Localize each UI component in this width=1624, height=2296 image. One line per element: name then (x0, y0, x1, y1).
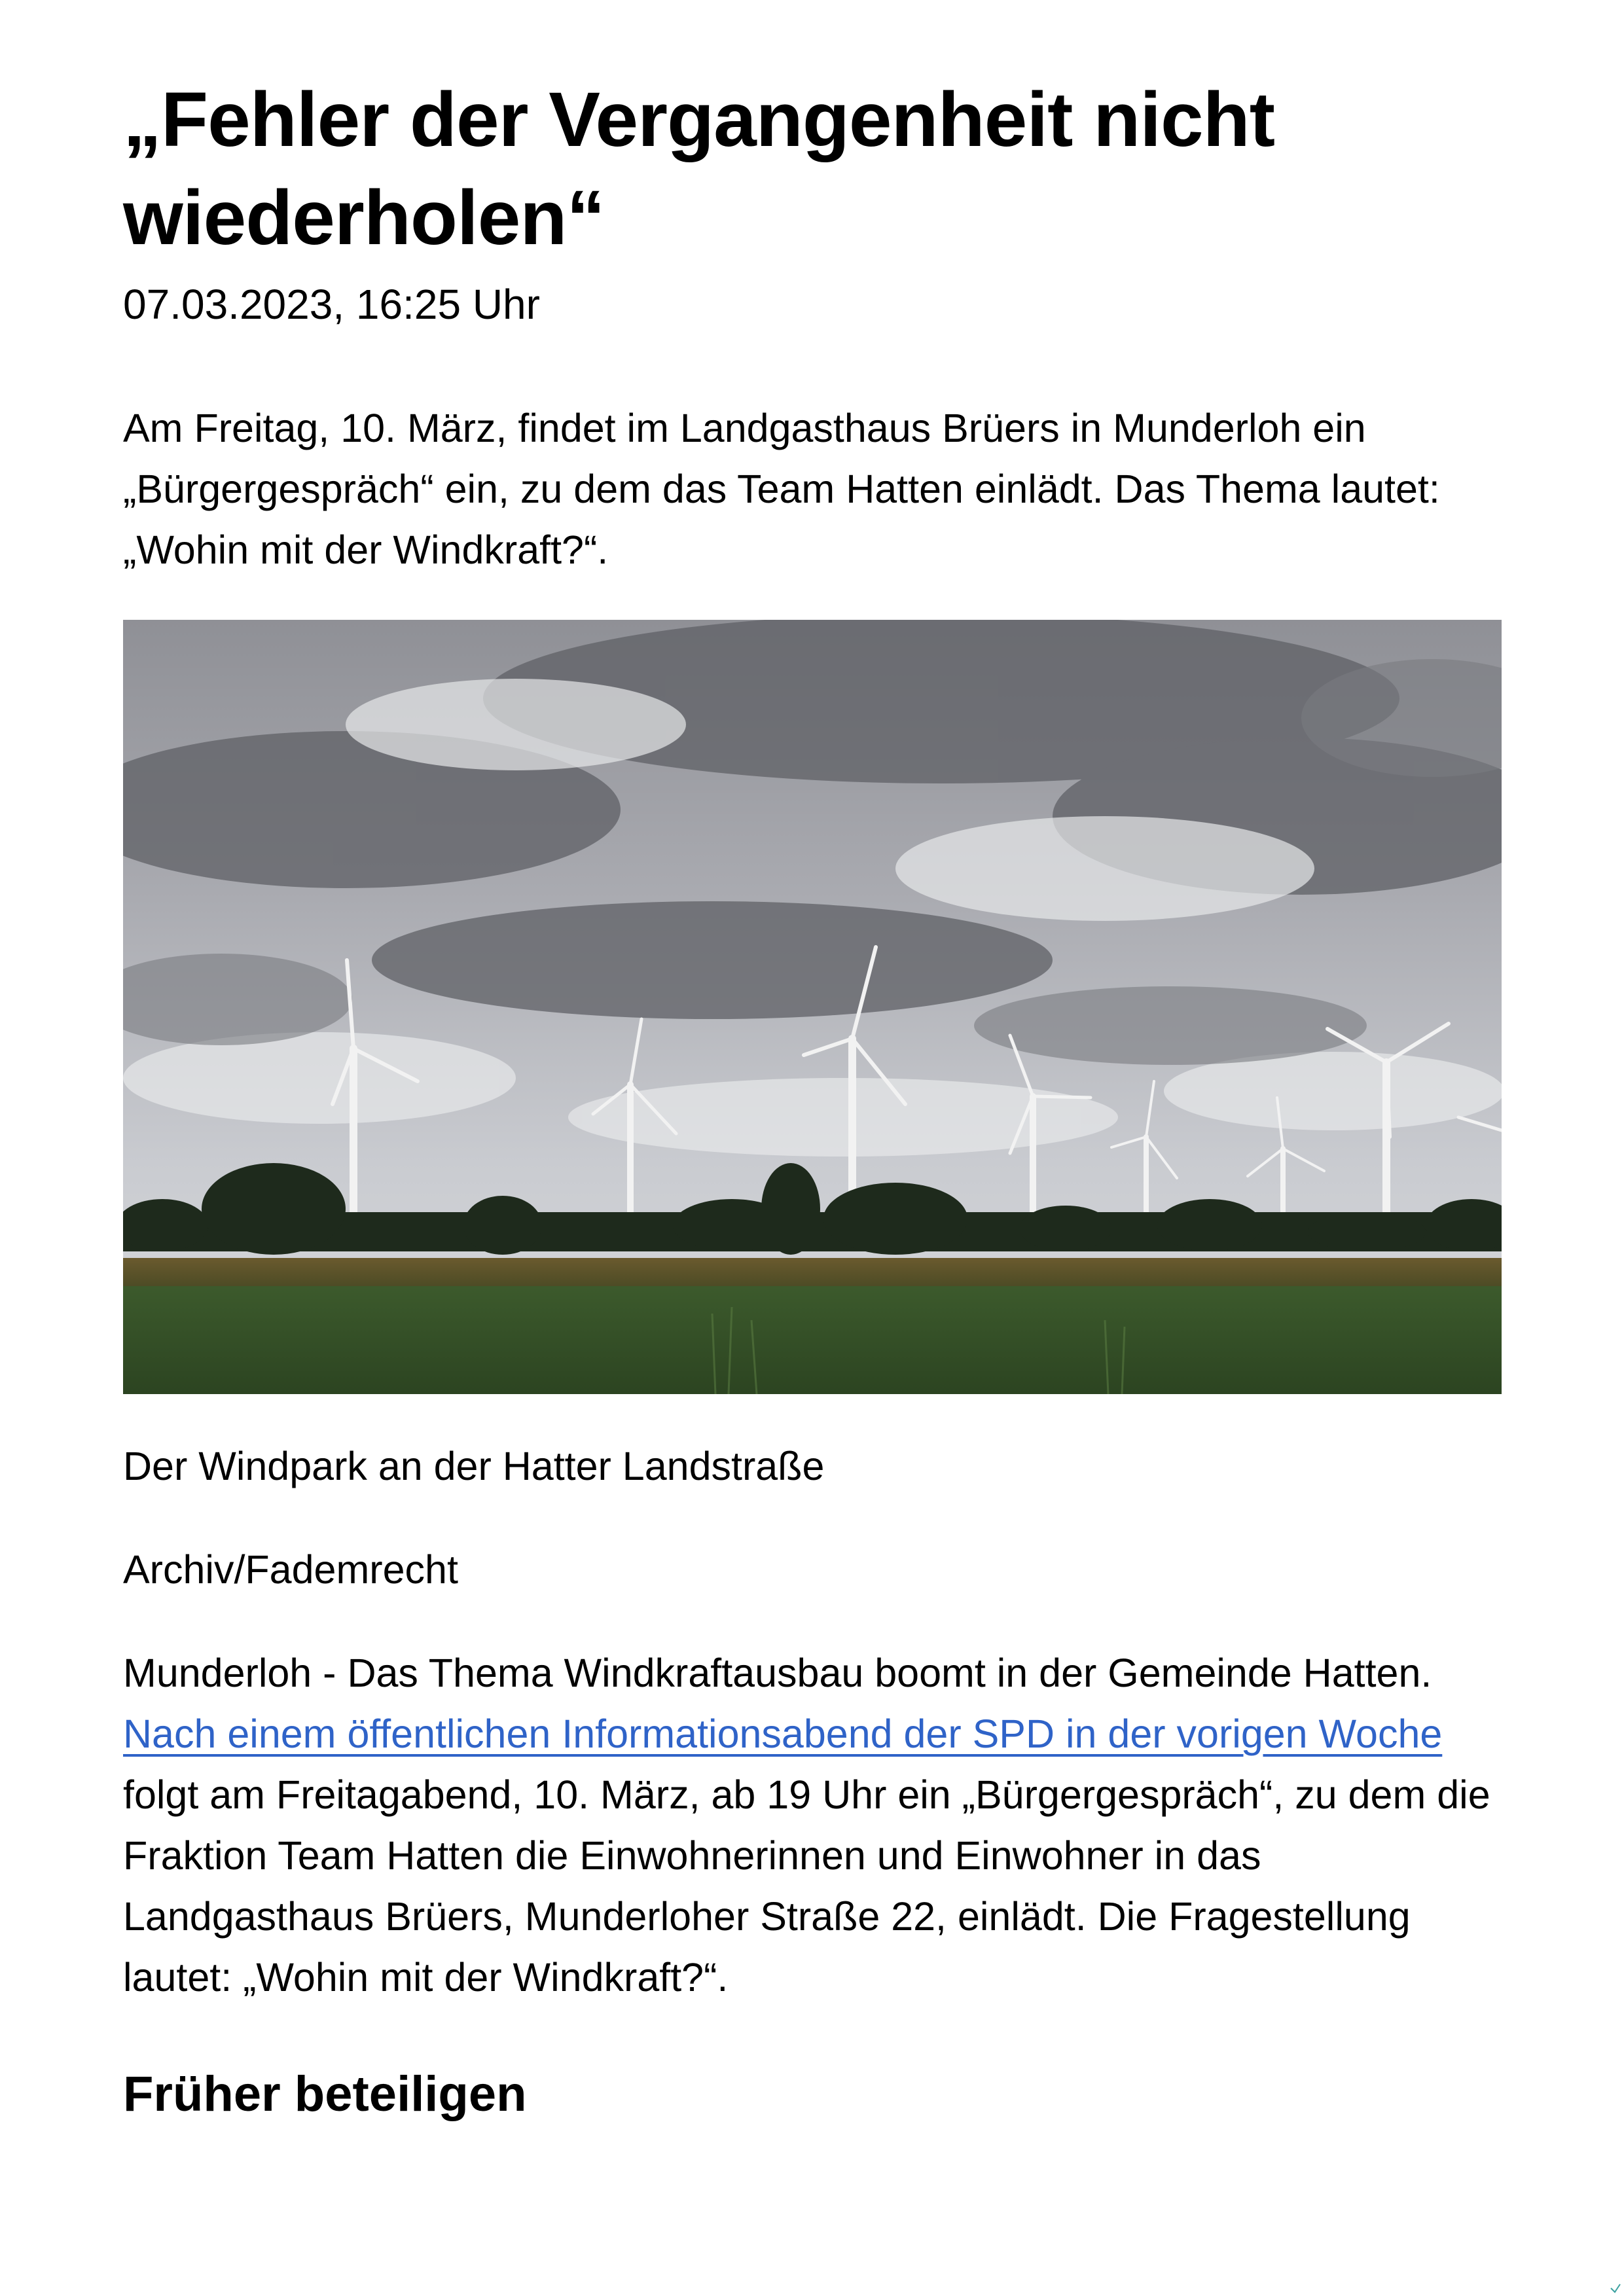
article-photo (123, 620, 1502, 1394)
body-intro-text: Munderloh - Das Thema Windkraftausbau boomt in der Gemeinde Hatten. (123, 1651, 1432, 1695)
wind-park-photo (123, 620, 1502, 1394)
image-caption: Der Windpark an der Hatter Landstraße (123, 1444, 825, 1488)
article-teaser: Am Freitag, 10. März, findet im Landgasthaus Brüers in Munderloh ein „Bürgergespräch“ ein, zu dem das Team Hatten einlädt. Das Thema lautet: „Wohin mit der Windkraft?“. (123, 406, 1440, 572)
article-headline: „Fehler der Vergangenheit nicht wiederholen“ (123, 77, 1275, 261)
corner-marker-icon (1610, 2282, 1621, 2293)
body-rest-text: folgt am Freitagabend, 10. März, ab 19 Uhr ein „Bürgergespräch“, zu dem die Fraktion Team Hatten die Einwohnerinnen und Einwohner in das Landgasthaus Brüers, Munderloher Straße 22, einlädt. Die Fragestellung lautet: „Wohin mit der Windkraft?“. (123, 1772, 1490, 2000)
article-body-paragraph (123, 1643, 1502, 2008)
spd-info-evening-link[interactable]: Nach einem öffentlichen Informationsabend der SPD in der vorigen Woche (123, 1712, 1443, 1756)
section-subheading: Früher beteiligen (123, 2066, 527, 2122)
publish-date: 07.03.2023, 16:25 Uhr (123, 281, 540, 328)
image-credit: Archiv/Fademrecht (123, 1547, 458, 1592)
